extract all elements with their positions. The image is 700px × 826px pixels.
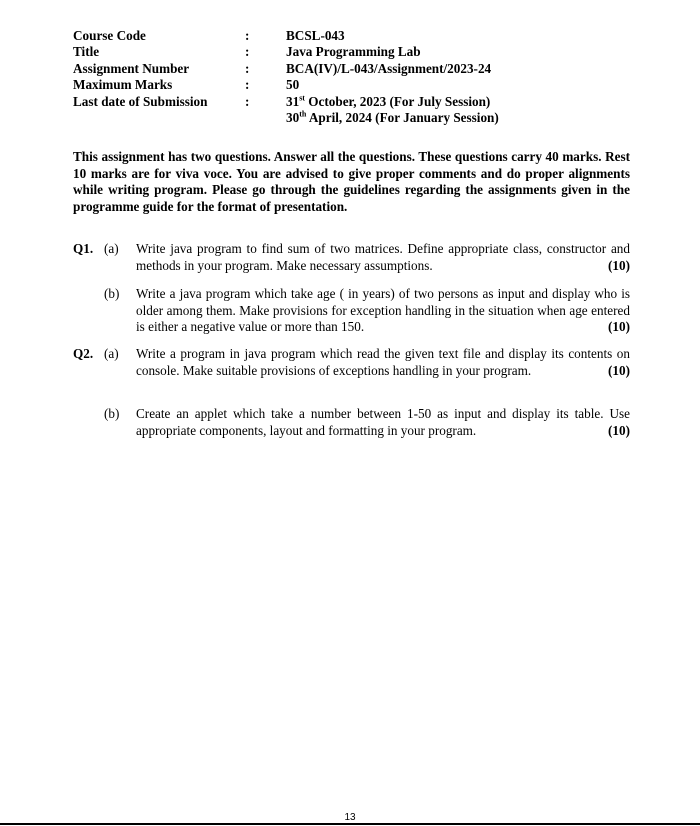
date-day: 30 [286, 109, 300, 125]
question-number: Q1. [73, 241, 94, 256]
question-text [136, 241, 630, 274]
intro-paragraph: This assignment has two questions. Answer all the questions. These questions carry 40 marks. Rest 10 marks are for viva voce. You are advised to give proper comments and do proper alignments while writing program. Please go through the guidelines regarding the assignments given in the programme guide for the format of presentation. [73, 149, 630, 214]
question-number: Q2. [73, 346, 94, 361]
last-date-january [286, 110, 499, 126]
date-day: 31 [286, 93, 300, 109]
marks-label: (10) [608, 319, 630, 335]
last-date-july [286, 94, 490, 110]
question-body: Create an applet which take a number between 1-50 as input and display its table. Use appropriate components, layout and formatting in your program. [136, 406, 630, 438]
part-label: (b) [104, 406, 120, 421]
assignment-number-label: Assignment Number [73, 60, 190, 76]
marks-label: (10) [608, 257, 630, 273]
colon: : [245, 28, 250, 43]
colon: : [245, 93, 250, 109]
maximum-marks-label: Maximum Marks [73, 77, 173, 93]
maximum-marks-value: 50 [286, 77, 300, 93]
question-text [136, 406, 630, 439]
colon: : [245, 77, 250, 93]
part-label: (b) [104, 286, 120, 301]
date-suffix: th [299, 109, 307, 119]
title-value: Java Programming Lab [286, 44, 421, 60]
date-rest: October, 2023 (For July Session) [304, 93, 491, 109]
question-text [136, 286, 630, 336]
question-body: Write java program to find sum of two matrices. Define appropriate class, constructor and methods in your program. Make necessary assumptions. [136, 241, 630, 273]
question-text [136, 346, 630, 379]
page-number: 13 [344, 812, 356, 823]
marks-label: (10) [608, 422, 630, 438]
question-q1a [0, 241, 700, 275]
assignment-number-value: BCA(IV)/L-043/Assignment/2023-24 [286, 60, 492, 76]
page-bottom-rule [0, 823, 700, 825]
part-label: (a) [104, 241, 119, 256]
part-label: (a) [104, 346, 119, 361]
question-q2b [0, 406, 700, 440]
question-q2a [0, 346, 700, 398]
date-rest: April, 2024 (For January Session) [306, 109, 499, 125]
course-code-value: BCSL-043 [286, 28, 345, 43]
question-body: Write a java program which take age ( in years) of two persons as input and display who is older among them. Make provisions for exception handling in the situation when age entered is either a negative value or more than 150. [136, 286, 630, 335]
marks-label: (10) [608, 362, 630, 378]
date-suffix: st [299, 93, 305, 103]
title-label: Title [73, 44, 100, 60]
question-body: Write a program in java program which read the given text file and display its contents on console. Make suitable provisions of exceptions handling in your program. [136, 346, 630, 378]
colon: : [245, 60, 250, 76]
last-date-label: Last date of Submission [73, 93, 208, 109]
question-q1b [0, 286, 700, 338]
course-code-label: Course Code [73, 28, 146, 43]
colon: : [245, 44, 250, 60]
